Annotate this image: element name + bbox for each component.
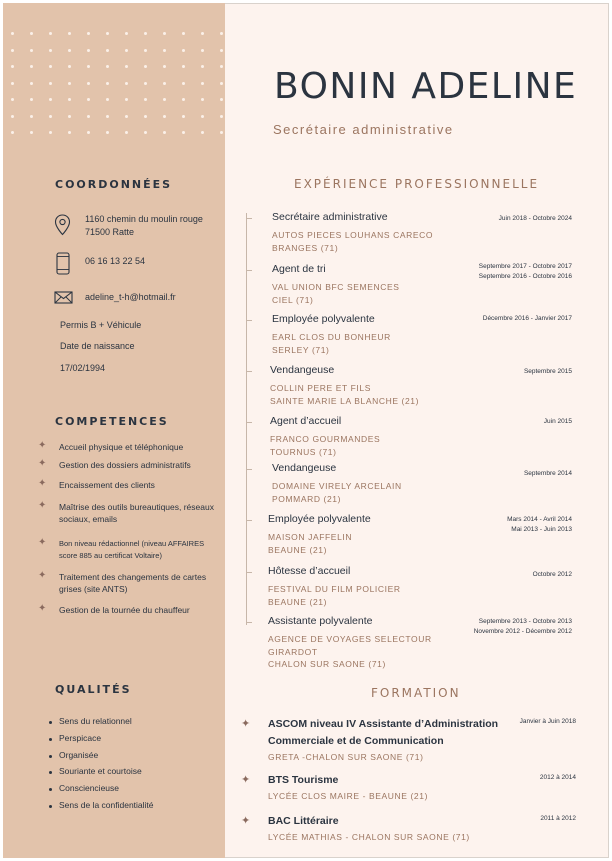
- coordonnees-heading: COORDONNÉES: [55, 178, 173, 191]
- pattern-dot: [106, 115, 109, 118]
- pattern-dot: [11, 98, 14, 101]
- job-company: MAISON JAFFELIN: [268, 532, 353, 542]
- pattern-dot: [125, 98, 128, 101]
- skill-item: Gestion des dossiers administratifs: [59, 460, 191, 470]
- job-company: VAL UNION BFC SEMENCES: [272, 282, 400, 292]
- pattern-dot: [220, 32, 223, 35]
- pattern-dot: [87, 32, 90, 35]
- skill-item: Gestion de la tournée du chauffeur: [59, 605, 190, 615]
- four-point-star-icon: ✦: [38, 478, 47, 489]
- pattern-dot: [49, 65, 52, 68]
- four-point-star-icon: ✦: [38, 603, 47, 614]
- job-company: DOMAINE VIRELY ARCELAIN: [272, 481, 402, 491]
- job-location: SERLEY (71): [272, 344, 330, 355]
- job-location: TOURNUS (71): [270, 446, 337, 457]
- pattern-dot: [220, 65, 223, 68]
- bullet-dot: [49, 721, 52, 724]
- pattern-dot: [106, 82, 109, 85]
- pattern-dot: [106, 32, 109, 35]
- job-location: CIEL (71): [272, 294, 314, 305]
- pattern-dot: [182, 98, 185, 101]
- timeline-tick: [246, 371, 252, 372]
- pattern-dot: [11, 49, 14, 52]
- job-title: Vendangeuse: [272, 462, 337, 474]
- pattern-dot: [125, 49, 128, 52]
- four-point-star-icon: ✦: [38, 458, 47, 469]
- job-title: Hôtesse d’accueil: [268, 565, 351, 577]
- experience-heading: EXPÉRIENCE PROFESSIONNELLE: [294, 177, 540, 191]
- pattern-dot: [30, 131, 33, 134]
- pattern-dot: [144, 32, 147, 35]
- job-date: Mars 2014 - Avril 2014: [507, 516, 572, 523]
- job-title: Secrétaire administrative: [273, 122, 454, 137]
- pattern-dot: [220, 115, 223, 118]
- pattern-dot: [49, 131, 52, 134]
- pattern-dot: [163, 115, 166, 118]
- timeline-tick: [246, 622, 252, 623]
- pattern-dot: [68, 131, 71, 134]
- qualites-heading: QUALITÉS: [55, 683, 132, 696]
- birthdate-label: Date de naissance: [60, 341, 135, 351]
- pattern-dot: [201, 131, 204, 134]
- pattern-dot: [201, 82, 204, 85]
- pattern-dot: [106, 49, 109, 52]
- job-location: BEAUNE (21): [268, 544, 328, 555]
- address-line-1: 1160 chemin du moulin rouge: [85, 214, 203, 224]
- pattern-dot: [182, 49, 185, 52]
- pattern-dot: [201, 115, 204, 118]
- pattern-dot: [144, 115, 147, 118]
- job-date: Septembre 2013 - Octobre 2013: [478, 618, 572, 625]
- pattern-dot: [106, 131, 109, 134]
- job-title: Employée polyvalente: [272, 313, 375, 325]
- formation-heading: FORMATION: [371, 686, 461, 700]
- pattern-dot: [68, 32, 71, 35]
- pattern-dot: [87, 65, 90, 68]
- pattern-dot: [30, 82, 33, 85]
- pattern-dot: [106, 98, 109, 101]
- pattern-dot: [125, 82, 128, 85]
- job-company: FRANCO GOURMANDES: [270, 434, 381, 444]
- job-location: POMMARD (21): [272, 493, 342, 504]
- job-title: Assistante polyvalente: [268, 615, 373, 627]
- email-address: adeline_t-h@hotmail.fr: [85, 292, 176, 302]
- timeline-tick: [246, 572, 252, 573]
- pattern-dot: [87, 49, 90, 52]
- formation-date: 2012 à 2014: [539, 774, 576, 781]
- pattern-dot: [49, 32, 52, 35]
- formation-school: LYCÉE CLOS MAIRE - BEAUNE (21): [268, 791, 429, 801]
- pattern-dot: [220, 49, 223, 52]
- pattern-dot: [30, 32, 33, 35]
- job-date-secondary: Septembre 2016 - Octobre 2016: [478, 272, 572, 280]
- pattern-dot: [182, 65, 185, 68]
- timeline-tick: [246, 422, 252, 423]
- location-pin-icon: [54, 214, 71, 236]
- job-title: Employée polyvalente: [268, 513, 371, 525]
- birthdate: 17/02/1994: [60, 363, 106, 373]
- bullet-dot: [49, 805, 52, 808]
- four-point-star-icon: ✦: [38, 440, 47, 451]
- pattern-dot: [11, 115, 14, 118]
- job-title: Agent d’accueil: [270, 415, 342, 427]
- skill-item: Traitement des changements de cartes grises (site ANTS): [59, 572, 207, 594]
- permis: Permis B + Véhicule: [60, 320, 142, 330]
- skill-item: Bon niveau rédactionnel (niveau AFFAIRES score 885 au certificat Voltaire): [59, 539, 205, 560]
- four-point-star-icon: ✦: [38, 537, 47, 548]
- pattern-dot: [87, 82, 90, 85]
- pattern-dot: [11, 82, 14, 85]
- phone-number: 06 16 13 22 54: [85, 256, 146, 266]
- pattern-dot: [11, 32, 14, 35]
- pattern-dot: [182, 115, 185, 118]
- quality-item: Perspicace: [59, 732, 102, 743]
- four-point-star-icon: ✦: [241, 718, 251, 730]
- job-location: BEAUNE (21): [268, 596, 328, 607]
- formation-school: GRETA -CHALON SUR SAONE (71): [268, 752, 424, 762]
- dot-pattern: [3, 3, 225, 131]
- pattern-dot: [201, 65, 204, 68]
- pattern-dot: [163, 65, 166, 68]
- job-location-extra: CHALON SUR SAONE (71): [268, 659, 386, 669]
- pattern-dot: [125, 131, 128, 134]
- job-date: Juin 2018 - Octobre 2024: [498, 215, 572, 222]
- job-location: BRANGES (71): [272, 242, 339, 253]
- pattern-dot: [163, 98, 166, 101]
- smartphone-icon: [56, 252, 70, 275]
- job-title: Vendangeuse: [270, 364, 335, 376]
- pattern-dot: [163, 49, 166, 52]
- pattern-dot: [201, 98, 204, 101]
- timeline-tick: [246, 218, 252, 219]
- skill-item: Accueil physique et téléphonique: [59, 442, 184, 452]
- timeline-line: [246, 213, 247, 625]
- pattern-dot: [30, 65, 33, 68]
- pattern-dot: [30, 49, 33, 52]
- pattern-dot: [68, 65, 71, 68]
- bullet-dot: [49, 738, 52, 741]
- pattern-dot: [201, 49, 204, 52]
- pattern-dot: [125, 32, 128, 35]
- four-point-star-icon: ✦: [38, 570, 47, 581]
- pattern-dot: [201, 32, 204, 35]
- pattern-dot: [106, 65, 109, 68]
- job-company: AUTOS PIECES LOUHANS CARECO: [272, 230, 434, 240]
- job-date: Septembre 2017 - Octobre 2017: [478, 263, 572, 270]
- pattern-dot: [11, 131, 14, 134]
- pattern-dot: [68, 98, 71, 101]
- pattern-dot: [144, 82, 147, 85]
- formation-school: LYCÉE MATHIAS - CHALON SUR SAONE (71): [268, 832, 470, 842]
- job-company: FESTIVAL DU FILM POLICIER: [268, 584, 401, 594]
- pattern-dot: [182, 131, 185, 134]
- timeline-tick: [246, 270, 252, 271]
- envelope-icon: [54, 291, 73, 304]
- pattern-dot: [220, 98, 223, 101]
- address-line-2: 71500 Ratte: [85, 227, 135, 237]
- pattern-dot: [30, 98, 33, 101]
- pattern-dot: [11, 65, 14, 68]
- pattern-dot: [49, 115, 52, 118]
- pattern-dot: [68, 82, 71, 85]
- job-company: COLLIN PERE ET FILS: [270, 383, 371, 393]
- pattern-dot: [144, 131, 147, 134]
- bullet-dot: [49, 755, 52, 758]
- pattern-dot: [144, 98, 147, 101]
- pattern-dot: [163, 131, 166, 134]
- job-date: Décembre 2016 - Janvier 2017: [482, 315, 572, 322]
- quality-item: Sens du relationnel: [59, 716, 132, 726]
- pattern-dot: [220, 82, 223, 85]
- pattern-dot: [49, 98, 52, 101]
- job-location: SAINTE MARIE LA BLANCHE (21): [270, 395, 420, 406]
- pattern-dot: [68, 49, 71, 52]
- quality-item: Consciencieuse: [59, 783, 120, 794]
- pattern-dot: [182, 82, 185, 85]
- timeline-tick: [246, 520, 252, 521]
- pattern-dot: [220, 131, 223, 134]
- skill-item: Maîtrise des outils bureautiques, réseaux sociaux, emails: [59, 502, 214, 524]
- quality-item: Organisée: [59, 749, 99, 760]
- four-point-star-icon: ✦: [241, 815, 251, 827]
- pattern-dot: [144, 65, 147, 68]
- job-date: Octobre 2012: [532, 571, 572, 578]
- pattern-dot: [87, 131, 90, 134]
- quality-item: Sens de la confidentialité: [59, 800, 154, 810]
- job-title: Agent de tri: [272, 263, 326, 275]
- formation-title: BAC Littéraire: [268, 815, 339, 827]
- pattern-dot: [49, 49, 52, 52]
- timeline-tick: [246, 469, 252, 470]
- job-location: GIRARDOT: [268, 646, 318, 657]
- formation-date: Janvier à Juin 2018: [519, 718, 576, 725]
- candidate-name: BONIN ADELINE: [274, 66, 578, 107]
- job-date: Septembre 2014: [523, 470, 572, 477]
- competences-heading: COMPETENCES: [55, 415, 169, 428]
- job-date: Septembre 2015: [523, 368, 572, 375]
- pattern-dot: [87, 98, 90, 101]
- formation-title: BTS Tourisme: [268, 774, 339, 786]
- pattern-dot: [87, 115, 90, 118]
- job-company: EARL CLOS DU BONHEUR: [272, 332, 391, 342]
- formation-title: ASCOM niveau IV Assistante d’Administration: [268, 718, 499, 730]
- pattern-dot: [49, 82, 52, 85]
- formation-title-cont: Commerciale et de Communication: [268, 735, 444, 747]
- timeline-tick: [246, 320, 252, 321]
- four-point-star-icon: ✦: [38, 500, 47, 511]
- pattern-dot: [144, 49, 147, 52]
- job-title: Secrétaire administrative: [272, 211, 388, 223]
- job-company: AGENCE DE VOYAGES SELECTOUR: [268, 634, 432, 644]
- job-date-secondary: Mai 2013 - Juin 2013: [511, 525, 572, 533]
- four-point-star-icon: ✦: [241, 774, 251, 786]
- job-date: Juin 2015: [543, 418, 572, 425]
- pattern-dot: [125, 65, 128, 68]
- pattern-dot: [182, 32, 185, 35]
- pattern-dot: [163, 82, 166, 85]
- pattern-dot: [163, 32, 166, 35]
- pattern-dot: [68, 115, 71, 118]
- sidebar: [3, 3, 225, 858]
- job-date-secondary: Novembre 2012 - Décembre 2012: [473, 627, 572, 635]
- pattern-dot: [125, 115, 128, 118]
- skill-item: Encaissement des clients: [59, 480, 155, 490]
- formation-date: 2011 à 2012: [540, 815, 576, 822]
- quality-item: Souriante et courtoise: [59, 766, 142, 777]
- pattern-dot: [30, 115, 33, 118]
